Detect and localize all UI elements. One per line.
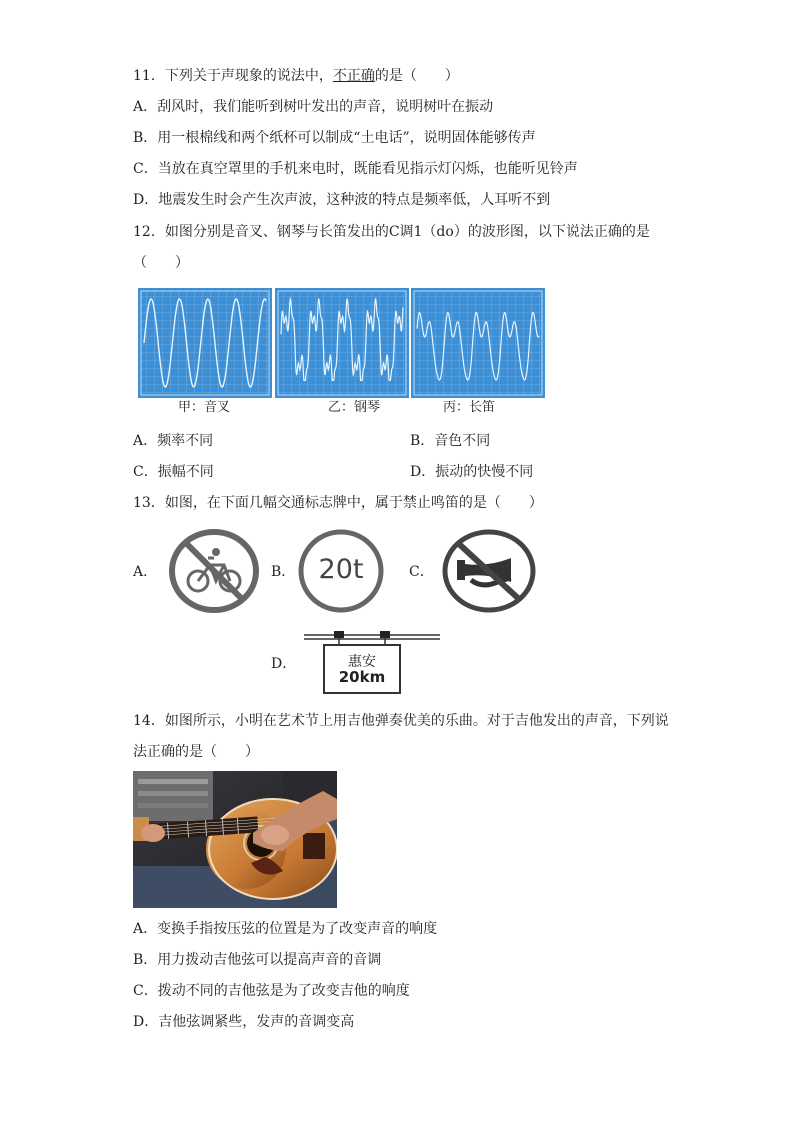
caption-piano: 乙：钢琴: [328, 400, 381, 415]
q13-label-a[interactable]: A．: [133, 564, 158, 580]
piano-waveform-icon: [275, 288, 409, 398]
q14-option-d[interactable]: D．吉他弦调紧些，发声的音调变高: [133, 1014, 355, 1030]
q11-stem-tail: 的是（ ）: [374, 68, 459, 84]
q13-label-b[interactable]: B．: [271, 564, 296, 580]
direction-sign-place: 惠安: [348, 654, 376, 670]
q11-option-a[interactable]: A．刮风时，我们能听到树叶发出的声音，说明树叶在振动: [133, 99, 494, 115]
q11-stem: [133, 67, 459, 85]
q13-stem: 13．如图，在下面几幅交通标志牌中，属于禁止鸣笛的是（ ）: [133, 495, 543, 511]
q14-option-b[interactable]: B．用力拨动吉他弦可以提高声音的音调: [133, 952, 382, 968]
q14-stem-continued: 法正确的是（ ）: [133, 744, 259, 760]
direction-sign-distance: 20km: [338, 668, 386, 686]
q12-stem-continued: （ ）: [133, 255, 189, 271]
direction-sign[interactable]: [304, 628, 440, 700]
guitar-photo: [133, 771, 337, 908]
tuning-fork-waveform-icon: [138, 288, 272, 398]
q12-stem: 12．如图分别是音叉、钢琴与长笛发出的C调1（do）的波形图，以下说法正确的是: [133, 224, 650, 240]
flute-waveform: [411, 288, 545, 398]
tuning-fork-waveform: [138, 288, 272, 398]
q11-option-c[interactable]: C．当放在真空罩里的手机来电时，既能看见指示灯闪烁，也能听见铃声: [133, 161, 578, 177]
q12-option-c[interactable]: C．振幅不同: [133, 464, 214, 480]
guitar-photo-icon: [133, 771, 337, 908]
no-bicycle-sign-icon: [168, 528, 260, 614]
q14-option-a[interactable]: A．变换手指按压弦的位置是为了改变声音的响度: [133, 921, 438, 937]
q11-option-d[interactable]: D．地震发生时会产生次声波，这种波的特点是频率低，人耳听不到: [133, 192, 551, 208]
weight-limit-text: 20t: [318, 554, 364, 585]
no-horn-sign[interactable]: [441, 528, 537, 618]
q12-option-d[interactable]: D．振动的快慢不同: [410, 464, 534, 480]
q13-label-d[interactable]: D．: [271, 656, 297, 672]
q11-stem-emphasis: 不正确: [332, 68, 375, 84]
q11-stem-text: 11．下列关于声现象的说法中，: [133, 68, 333, 84]
flute-waveform-icon: [411, 288, 545, 398]
q14-option-c[interactable]: C．拨动不同的吉他弦是为了改变吉他的响度: [133, 983, 410, 999]
weight-limit-sign[interactable]: [297, 528, 385, 618]
q12-option-b[interactable]: B．音色不同: [410, 433, 491, 449]
q11-option-b[interactable]: B．用一根棉线和两个纸杯可以制成“土电话”，说明固体能够传声: [133, 130, 536, 146]
no-horn-sign-icon: [441, 528, 537, 614]
q13-label-c[interactable]: C．: [409, 564, 434, 580]
q14-stem: 14．如图所示，小明在艺术节上用吉他弹奏优美的乐曲。对于吉他发出的声音，下列说: [133, 713, 669, 729]
piano-waveform: [275, 288, 409, 398]
q12-option-a[interactable]: A．频率不同: [133, 433, 214, 449]
no-bicycle-sign[interactable]: [168, 528, 260, 618]
caption-tuning-fork: 甲：音叉: [178, 400, 231, 415]
caption-flute: 丙：长笛: [443, 400, 496, 415]
